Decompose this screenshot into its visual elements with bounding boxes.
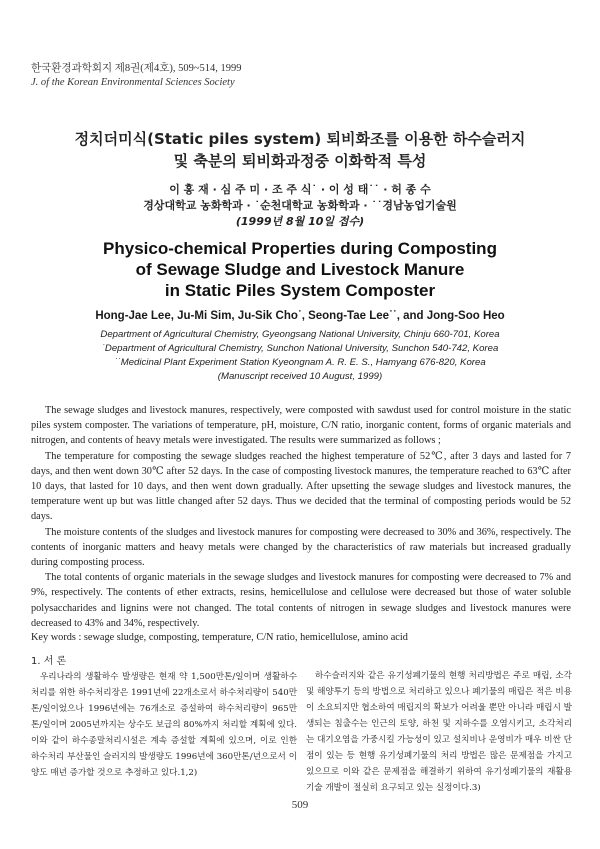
abstract-paragraph: The total contents of organic materials in the sewage sludges and livestock manures for composting were decreased to 7% and 9%, respectively. The contents of ether extracts, resins, hemicellulose and cellulose were decreased but those of water soluble polysaccharides and lignins were not changed. The total contents of nitrogen in sewage sludges and livestock manures were decreased to 43% and 34%, respectively. <box>31 572 571 629</box>
body-column-right <box>306 668 572 796</box>
journal-name: J. of the Korean Environmental Sciences Society <box>31 77 235 88</box>
affiliation-2: ˙Department of Agricultural Chemistry, Sunchon National University, Sunchon 540-742, Korea <box>101 343 499 354</box>
affiliation-1: Department of Agricultural Chemistry, Gyeongsang National University, Chinju 660-701, Korea <box>100 329 500 340</box>
english-title-line-2: of Sewage Sludge and Livestock Manure <box>135 260 465 279</box>
korean-received-date: (1999년 8월 10일 접수) <box>235 215 365 228</box>
manuscript-received: (Manuscript received 10 August, 1999) <box>217 371 383 382</box>
body-paragraph: 하수슬러지와 같은 유기성폐기물의 현행 처리방법은 주로 매립, 소각 및 해양투기 등의 방법으로 처리하고 있으나 폐기물의 매립은 적은 비용이 소요되지만 협소하여 매립지의 확보가 어려울 뿐만 아니라 매립시 발생되는 침출수는 인근의 토양, 하천 및 지하수를 오염시키고, 소각처리는 대기오염을 가중시킬 가능성이 있고 설치비나 운영비가 매우 비싼 단점이 있는 등 현행 유기성폐기물의 처리 방법은 많은 문제점을 가지고 있으므로 이와 같은 문제점을 해결하기 위하여 유기성폐기물의 재활용기술 개발이 절실히 요구되고 있는 실정이다.3) <box>306 671 572 793</box>
body-paragraph: 우리나라의 생활하수 발생량은 현재 약 1,500만톤/일이며 생활하수처리를 위한 하수처리장은 1991년에 22개소로서 하수처리량이 540만톤/일이었으나 1996년에는 76개소로 증설하여 하수처리량이 965만톤/일이며 2005년까지는 상수도 보급의 80%까지 처리할 계획에 있다. 이와 같이 하수종말처리시설은 계속 증설할 계획에 있으며, 이로 인한 하수처리 부산물인 슬러지의 발생량도 1996년에 360만톤/년으로서 이 양도 매년 증가할 것으로 추정하고 있다.1,2) <box>31 672 297 778</box>
korean-author-block <box>0 182 600 230</box>
english-authors: Hong-Jae Lee, Ju-Mi Sim, Ju-Sik Cho˙, Seong-Tae Lee˙˙, and Jong-Soo Heo <box>95 310 505 322</box>
korean-title <box>0 128 600 172</box>
korean-title-line-2: 및 축분의 퇴비화과정중 이화학적 특성 <box>173 152 427 170</box>
english-affiliations <box>0 328 600 384</box>
korean-title-line-1: 정치더미식(Static piles system) 퇴비화조를 이용한 하수슬러지 <box>74 130 526 148</box>
journal-citation: 한국환경과학회지 제8권(제4호), 509~514, 1999 <box>31 63 242 74</box>
english-title-line-1: Physico-chemical Properties during Composting <box>103 239 497 258</box>
korean-affiliations: 경상대학교 농화학과 · ˙순천대학교 농화학과 · ˙˙경남농업기술원 <box>143 199 457 212</box>
abstract-paragraph: The sewage sludges and livestock manures, respectively, were composted with sawdust used for control moisture in the static piles system composter. The variations of temperature, pH, moisture, C/N ratio, inorganic content, forms of organic materials and nitrogen, and contents of heavy metals were investigated. The results were summarized as follows ; <box>31 405 571 447</box>
affiliation-3: ˙˙Medicinal Plant Experiment Station Kyeongnam A. R. E. S., Hamyang 676-820, Korea <box>114 357 486 368</box>
abstract <box>31 403 571 631</box>
page-number: 509 <box>291 799 309 811</box>
abstract-paragraph: The moisture contents of the sludges and livestock manures for composting were decreased to 30% and 36%, respectively. The contents of inorganic matters and heavy metals were changed by the characteristics of raw materials but increased gradually during composting process. <box>31 526 571 569</box>
english-title <box>0 238 600 301</box>
korean-authors: 이 홍 재 · 심 주 미 · 조 주 식˙ · 이 성 태˙˙ · 허 종 수 <box>169 183 431 196</box>
english-title-line-3: in Static Piles System Composter <box>164 281 436 300</box>
journal-header <box>31 62 242 90</box>
keywords: Key words : sewage sludge, composting, temperature, C/N ratio, hemicellulose, amino acid <box>31 632 408 643</box>
section-heading: 1. 서 론 <box>31 656 67 667</box>
body-column-left <box>31 654 297 781</box>
abstract-paragraph: The temperature for composting the sewage sludges reached the highest temperature of 52℃, after 3 days and lasted for 7 days, and then went down 30℃ after 52 days. In the case of composting livestock manures, the temperature reached to 63℃ after 10 days, that lasted for 10 days, and then went down gradually. After upsetting the sewage sludges and livestock manures, the temperature went up but was little changed after 52 days. Thus we decided that the terminal of composting periods would be 52 days. <box>31 450 571 523</box>
